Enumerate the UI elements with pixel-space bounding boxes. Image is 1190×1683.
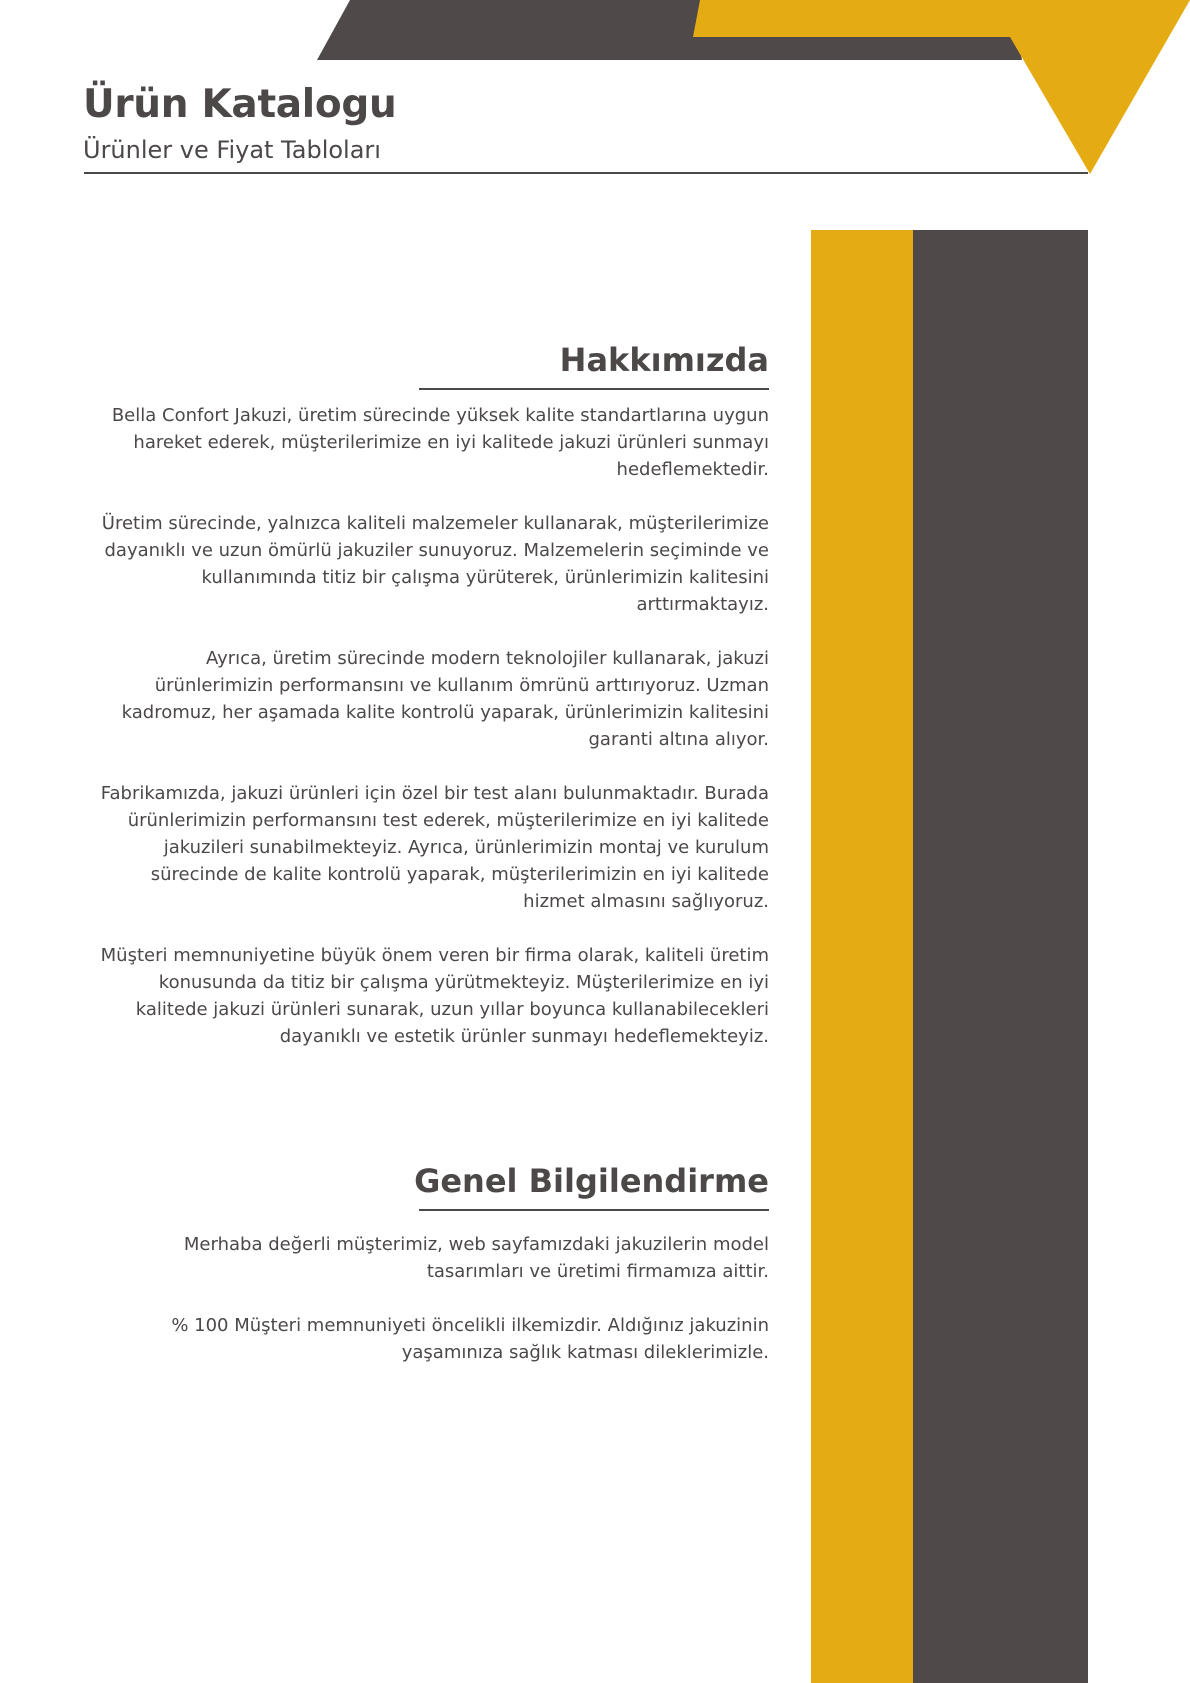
general-info-section [100,1161,769,1366]
about-paragraph: Fabrikamızda, jakuzi ürünleri için özel bir test alanı bulunmaktadır. Burada ürünlerimizin performansını test ederek, müşterilerimize en iyi kalitede jakuzileri sunabilmekteyiz. Ayrıca, ürünlerimizin montaj ve kurulum sürecinde de kalite kontrolü yaparak, müşterilerimizin en iyi kalitede hizmet almasını sağlıyoruz. [100,783,769,912]
general-info-paragraph: Merhaba değerli müşterimiz, web sayfamızdaki jakuzilerin model tasarımları ve üretimi firmamıza aittir. [183,1234,769,1282]
general-info-heading-divider [419,1209,769,1211]
page-subtitle: Ürünler ve Fiyat Tabloları [83,136,381,164]
general-info-heading: Genel Bilgilendirme [414,1162,769,1200]
dark-banner-shape [317,0,1022,60]
about-paragraph: Müşteri memnuniyetine büyük önem veren bir firma olarak, kaliteli üretim konusunda da titiz bir çalışma yürütmekteyiz. Müşterilerimize en iyi kalitede jakuzi ürünleri sunarak, uzun yıllar boyunca kullanabilecekleri dayanıklı ve estetik ürünler sunmayı hedeflemekteyiz. [100,945,769,1047]
general-info-paragraph: % 100 Müşteri memnuniyeti öncelikli ilkemizdir. Aldığınız jakuzinin yaşamınıza sağlık katması dileklerimizle. [171,1315,769,1363]
about-section [100,340,769,1050]
dark-side-stripe [913,230,1088,1683]
yellow-banner-shape [693,0,1190,174]
header-divider [84,172,1088,174]
about-heading-divider [419,388,769,390]
general-info-text [100,1231,769,1366]
about-text [100,402,769,1050]
about-paragraph: Bella Confort Jakuzi, üretim sürecinde yüksek kalite standartlarına uygun hareket ederek, müşterilerimize en iyi kalitede jakuzi ürünleri sunmayı hedeflemektedir. [111,405,769,480]
about-paragraph: Üretim sürecinde, yalnızca kaliteli malzemeler kullanarak, müşterilerimize dayanıklı ve uzun ömürlü jakuziler sunuyoruz. Malzemelerin seçiminde ve kullanımında titiz bir çalışma yürüterek, ürünlerimizin kalitesini arttırmaktayız. [101,513,769,615]
about-heading: Hakkımızda [559,341,769,379]
about-paragraph: Ayrıca, üretim sürecinde modern teknolojiler kullanarak, jakuzi ürünlerimizin performansını ve kullanım ömrünü arttırıyoruz. Uzman kadromuz, her aşamada kalite kontrolü yaparak, ürünlerimizin kalitesini garanti altına alıyor. [121,648,769,750]
yellow-side-stripe [811,230,913,1683]
page-title: Ürün Katalogu [83,82,397,127]
